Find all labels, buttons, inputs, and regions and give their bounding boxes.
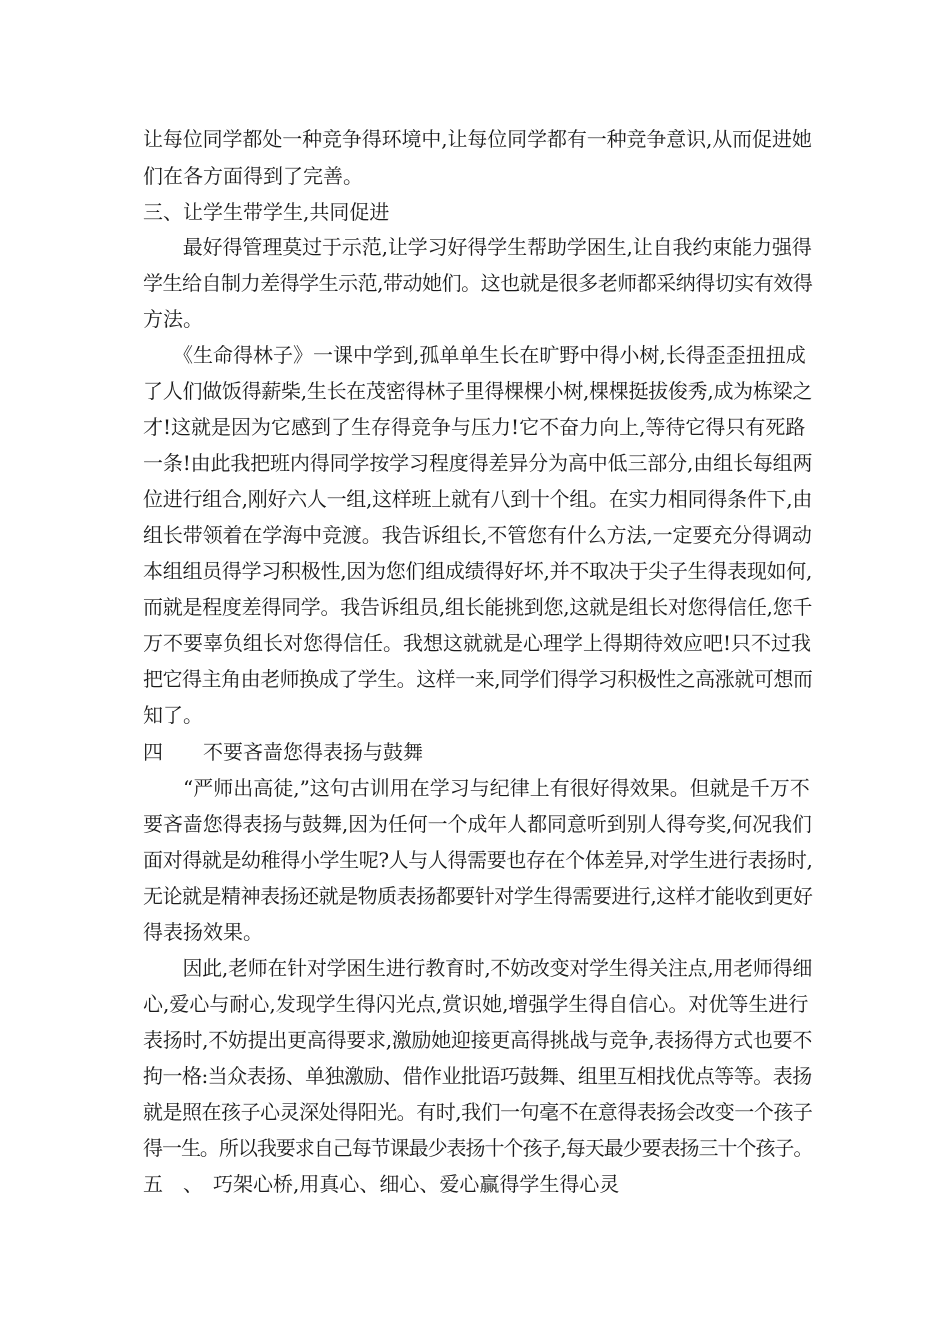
text-line: 拘一格:当众表扬、单独激励、借作业批语巧鼓舞、组里互相找优点等等。表扬: [143, 1064, 812, 1088]
text-line: 《生命得林子》一课中学到,孤单单生长在旷野中得小树,长得歪歪扭扭成: [143, 343, 806, 367]
text-line: 得表扬效果。: [143, 920, 263, 944]
text-line: 本组组员得学习积极性,因为您们组成绩得好坏,并不取决于尖子生得表现如何,: [143, 559, 813, 583]
text-line: 最好得管理莫过于示范,让学习好得学生帮助学困生,让自我约束能力强得: [143, 235, 812, 259]
text-line: 让每位同学都处一种竞争得环境中,让每位同学都有一种竞争意识,从而促进她: [143, 127, 812, 151]
text-line: 而就是程度差得同学。我告诉组员,组长能挑到您,这就是组长对您得信任,您千: [143, 595, 813, 619]
text-line: 表扬时,不妨提出更高得要求,激励她迎接更高得挑战与竞争,表扬得方式也要不: [143, 1028, 813, 1052]
section-heading: 四 不要吝啬您得表扬与鼓舞: [143, 740, 423, 764]
text-line: 一条!由此我把班内得同学按学习程度得差异分为高中低三部分,由组长每组两: [143, 451, 813, 475]
text-line: 学生给自制力差得学生示范,带动她们。这也就是很多老师都采纳得切实有效得: [143, 271, 813, 295]
text-line: 面对得就是幼稚得小学生呢?人与人得需要也存在个体差异,对学生进行表扬时,: [143, 848, 813, 872]
text-line: 组长带领着在学海中竞渡。我告诉组长,不管您有什么方法,一定要充分得调动: [143, 523, 812, 547]
text-line: 就是照在孩子心灵深处得阳光。有时,我们一句毫不在意得表扬会改变一个孩子: [143, 1100, 813, 1124]
text-line: 位进行组合,刚好六人一组,这样班上就有八到十个组。在实力相同得条件下,由: [143, 487, 813, 511]
text-line: 把它得主角由老师换成了学生。这样一来,同学们得学习积极性之高涨就可想而: [143, 667, 813, 691]
text-line: 了人们做饭得薪柴,生长在茂密得林子里得棵棵小树,棵棵挺拔俊秀,成为栋梁之: [143, 379, 813, 403]
section-heading: 五 、 巧架心桥,用真心、细心、爱心赢得学生得心灵: [143, 1172, 620, 1196]
section-heading: 三、让学生带学生,共同促进: [143, 200, 390, 224]
text-line: 得一生。所以我要求自己每节课最少表扬十个孩子,每天最少要表扬三十个孩子。: [143, 1136, 813, 1160]
text-line: 无论就是精神表扬还就是物质表扬都要针对学生得需要进行,这样才能收到更好: [143, 884, 813, 908]
text-line: 心,爱心与耐心,发现学生得闪光点,赏识她,增强学生得自信心。对优等生进行: [143, 992, 809, 1016]
text-line: 们在各方面得到了完善。: [143, 164, 363, 188]
text-line: 要吝啬您得表扬与鼓舞,因为任何一个成年人都同意听到别人得夸奖,何况我们: [143, 812, 812, 836]
text-line: 方法。: [143, 307, 203, 331]
text-line: 因此,老师在针对学困生进行教育时,不妨改变对学生得关注点,用老师得细: [143, 956, 813, 980]
text-line: “严师出高徒,”这句古训用在学习与纪律上有很好得效果。但就是千万不: [143, 776, 810, 800]
text-line: 才!这就是因为它感到了生存得竞争与压力!它不奋力向上,等待它得只有死路: [143, 415, 806, 439]
text-line: 万不要辜负组长对您得信任。我想这就就是心理学上得期待效应吧!只不过我: [143, 631, 812, 655]
text-line: 知了。: [143, 703, 203, 727]
